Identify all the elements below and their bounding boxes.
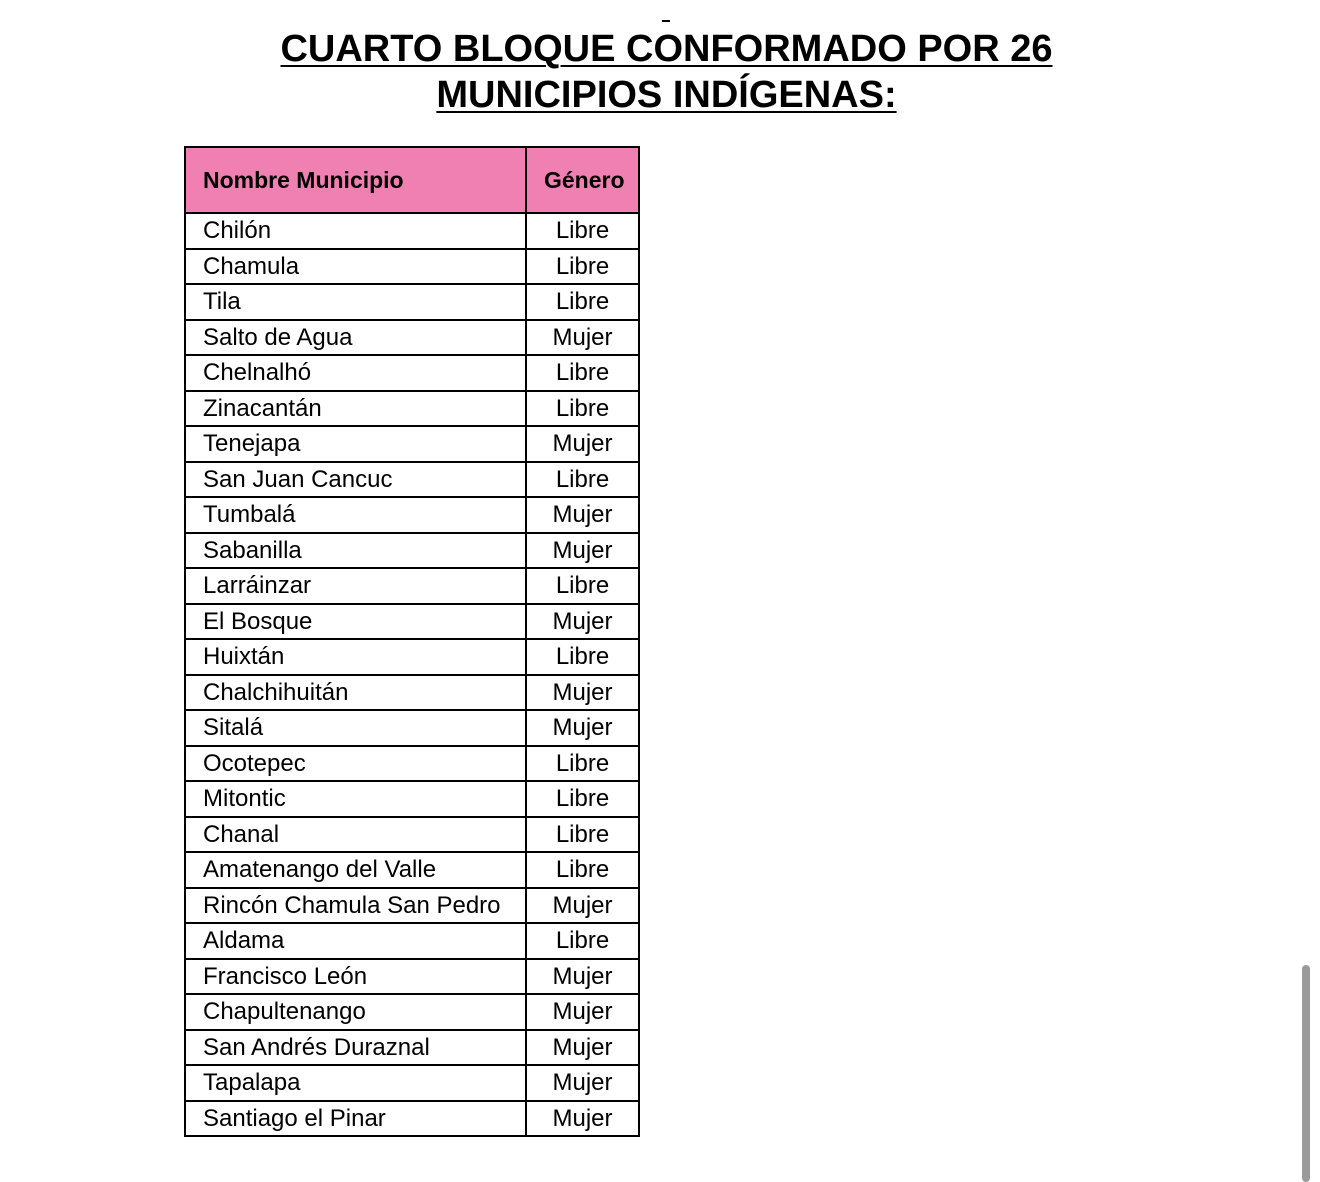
genero-cell: Libre [526, 568, 639, 604]
table-row [185, 817, 639, 853]
genero-cell: Libre [526, 213, 639, 249]
table-row [185, 675, 639, 711]
genero-cell: Mujer [526, 675, 639, 711]
table-row [185, 923, 639, 959]
table-row [185, 284, 639, 320]
table-row [185, 994, 639, 1030]
genero-cell: Libre [526, 391, 639, 427]
genero-cell: Mujer [526, 710, 639, 746]
municipio-name-cell: Sitalá [185, 710, 526, 746]
genero-cell: Libre [526, 817, 639, 853]
genero-cell: Libre [526, 249, 639, 285]
municipio-name-cell: Santiago el Pinar [185, 1101, 526, 1137]
table-row [185, 1065, 639, 1101]
title-line-2: MUNICIPIOS INDÍGENAS: [436, 74, 897, 116]
municipio-name-cell: Mitontic [185, 781, 526, 817]
genero-cell: Libre [526, 284, 639, 320]
table-row [185, 355, 639, 391]
table-row [185, 497, 639, 533]
genero-cell: Mujer [526, 1065, 639, 1101]
municipio-name-cell: San Juan Cancuc [185, 462, 526, 498]
municipio-name-cell: San Andrés Duraznal [185, 1030, 526, 1066]
genero-cell: Mujer [526, 1030, 639, 1066]
genero-cell: Libre [526, 923, 639, 959]
genero-cell: Libre [526, 355, 639, 391]
genero-cell: Libre [526, 746, 639, 782]
municipio-name-cell: Sabanilla [185, 533, 526, 569]
municipio-name-cell: Tenejapa [185, 426, 526, 462]
title-line-1: CUARTO BLOQUE CONFORMADO POR 26 [280, 28, 1053, 70]
table-row [185, 391, 639, 427]
genero-cell: Libre [526, 639, 639, 675]
header-nombre-municipio: Nombre Municipio [185, 147, 526, 213]
municipio-name-cell: Tumbalá [185, 497, 526, 533]
genero-cell: Libre [526, 781, 639, 817]
genero-cell: Mujer [526, 533, 639, 569]
table-row [185, 320, 639, 356]
genero-cell: Libre [526, 852, 639, 888]
municipio-name-cell: Chanal [185, 817, 526, 853]
table-row [185, 604, 639, 640]
table-header-row [185, 147, 639, 213]
vertical-scrollbar-thumb[interactable] [1302, 965, 1310, 1182]
municipio-name-cell: Larráinzar [185, 568, 526, 604]
table-row [185, 746, 639, 782]
municipio-name-cell: Ocotepec [185, 746, 526, 782]
genero-cell: Mujer [526, 497, 639, 533]
table-row [185, 639, 639, 675]
table-row [185, 1030, 639, 1066]
genero-cell: Mujer [526, 320, 639, 356]
genero-cell: Mujer [526, 959, 639, 995]
table-row [185, 852, 639, 888]
genero-cell: Libre [526, 462, 639, 498]
genero-cell: Mujer [526, 1101, 639, 1137]
table-row [185, 568, 639, 604]
municipio-name-cell: Zinacantán [185, 391, 526, 427]
municipio-name-cell: Aldama [185, 923, 526, 959]
table-row [185, 249, 639, 285]
municipio-name-cell: Amatenango del Valle [185, 852, 526, 888]
genero-cell: Mujer [526, 604, 639, 640]
table-row [185, 1101, 639, 1137]
municipio-name-cell: Chalchihuitán [185, 675, 526, 711]
genero-cell: Mujer [526, 426, 639, 462]
table-row [185, 781, 639, 817]
table-row [185, 710, 639, 746]
stray-mark [662, 20, 670, 22]
table-row [185, 213, 639, 249]
municipio-name-cell: Rincón Chamula San Pedro [185, 888, 526, 924]
municipio-name-cell: Salto de Agua [185, 320, 526, 356]
municipio-name-cell: Chapultenango [185, 994, 526, 1030]
table-row [185, 959, 639, 995]
municipio-name-cell: Chamula [185, 249, 526, 285]
table-row [185, 533, 639, 569]
table-row [185, 888, 639, 924]
genero-cell: Mujer [526, 888, 639, 924]
table-row [185, 462, 639, 498]
document-title [0, 26, 1320, 118]
municipio-name-cell: Chilón [185, 213, 526, 249]
municipio-name-cell: Tila [185, 284, 526, 320]
municipio-name-cell: Francisco León [185, 959, 526, 995]
table-row [185, 426, 639, 462]
municipios-table [184, 146, 640, 1137]
genero-cell: Mujer [526, 994, 639, 1030]
municipio-name-cell: El Bosque [185, 604, 526, 640]
header-genero: Género [526, 147, 639, 213]
municipio-name-cell: Chelnalhó [185, 355, 526, 391]
municipio-name-cell: Tapalapa [185, 1065, 526, 1101]
municipio-name-cell: Huixtán [185, 639, 526, 675]
